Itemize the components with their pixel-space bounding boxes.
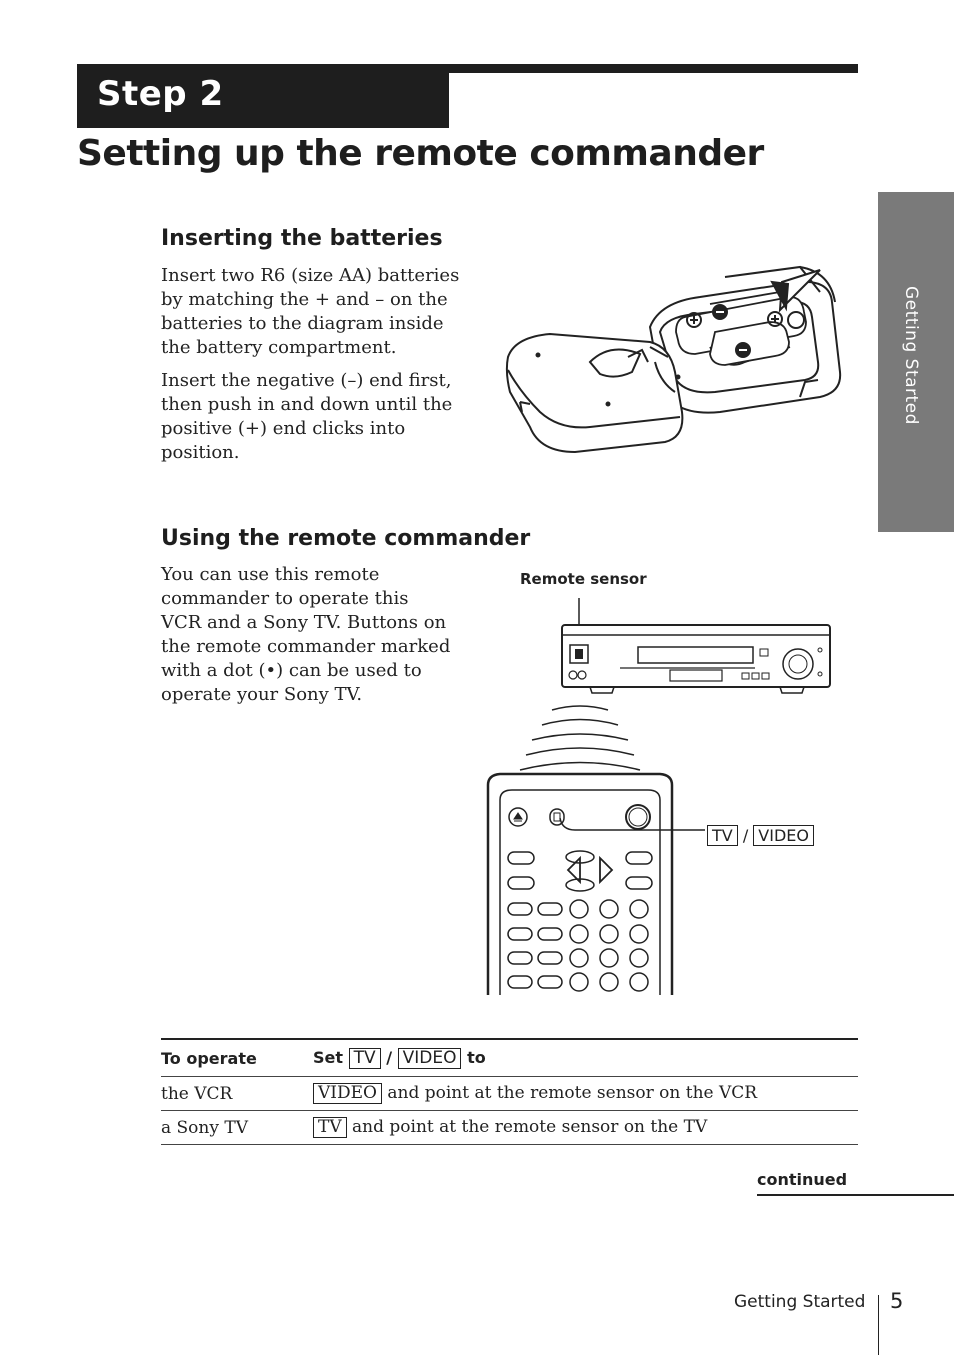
page-number: 5 xyxy=(890,1289,904,1313)
paragraph-remote-1: You can use this remote commander to operate this VCR and a Sony TV. Buttons on the remote commander marked with a dot (•) can be used to operate your Sony TV. xyxy=(161,564,451,705)
table-header-to-operate: To operate xyxy=(161,1039,313,1077)
row-instruction xyxy=(313,1111,858,1145)
header-to-word: to xyxy=(467,1047,486,1067)
table-header-set xyxy=(313,1039,858,1077)
header-tv-key: TV xyxy=(349,1048,381,1069)
header-separator: / xyxy=(386,1047,393,1067)
row-instruction xyxy=(313,1077,858,1111)
vcr-remote-illustration xyxy=(480,590,840,995)
side-tab-label-wrap xyxy=(895,220,935,500)
row-target: a Sony TV xyxy=(161,1111,313,1145)
row-action: and point at the remote sensor on the VCR xyxy=(387,1083,758,1103)
footer-section-name: Getting Started xyxy=(734,1292,866,1312)
header-video-key: VIDEO xyxy=(398,1048,462,1069)
switch-separator: / xyxy=(742,826,749,845)
tv-key: TV xyxy=(707,825,738,846)
section-heading-batteries: Inserting the batteries xyxy=(161,226,443,251)
continued-rule xyxy=(757,1194,954,1196)
remote-sensor-label: Remote sensor xyxy=(520,570,647,588)
row-key: TV xyxy=(313,1117,347,1138)
page-title: Setting up the remote commander xyxy=(77,133,764,174)
table-row xyxy=(161,1111,858,1145)
paragraph-batteries-1: Insert two R6 (size AA) batteries by matching the + and – on the batteries to the diagram inside the battery compartment. xyxy=(161,265,460,358)
battery-illustration xyxy=(500,262,845,462)
row-target: the VCR xyxy=(161,1077,313,1111)
continued-label: continued xyxy=(757,1170,848,1189)
video-key: VIDEO xyxy=(753,825,814,846)
paragraph-batteries-2: Insert the negative (–) end first, then push in and down until the positive (+) end clicks into position. xyxy=(161,370,453,463)
row-action: and point at the remote sensor on the TV xyxy=(352,1117,708,1137)
header-set-word: Set xyxy=(313,1047,344,1067)
row-key: VIDEO xyxy=(313,1083,382,1104)
step-label: Step 2 xyxy=(97,74,224,114)
tv-video-switch-label xyxy=(707,825,814,846)
side-tab-label: Getting Started xyxy=(901,286,921,425)
operation-table xyxy=(161,1038,858,1145)
section-heading-remote: Using the remote commander xyxy=(161,526,531,551)
footer-divider xyxy=(878,1295,879,1355)
table-row xyxy=(161,1077,858,1111)
table-header-row xyxy=(161,1039,858,1077)
